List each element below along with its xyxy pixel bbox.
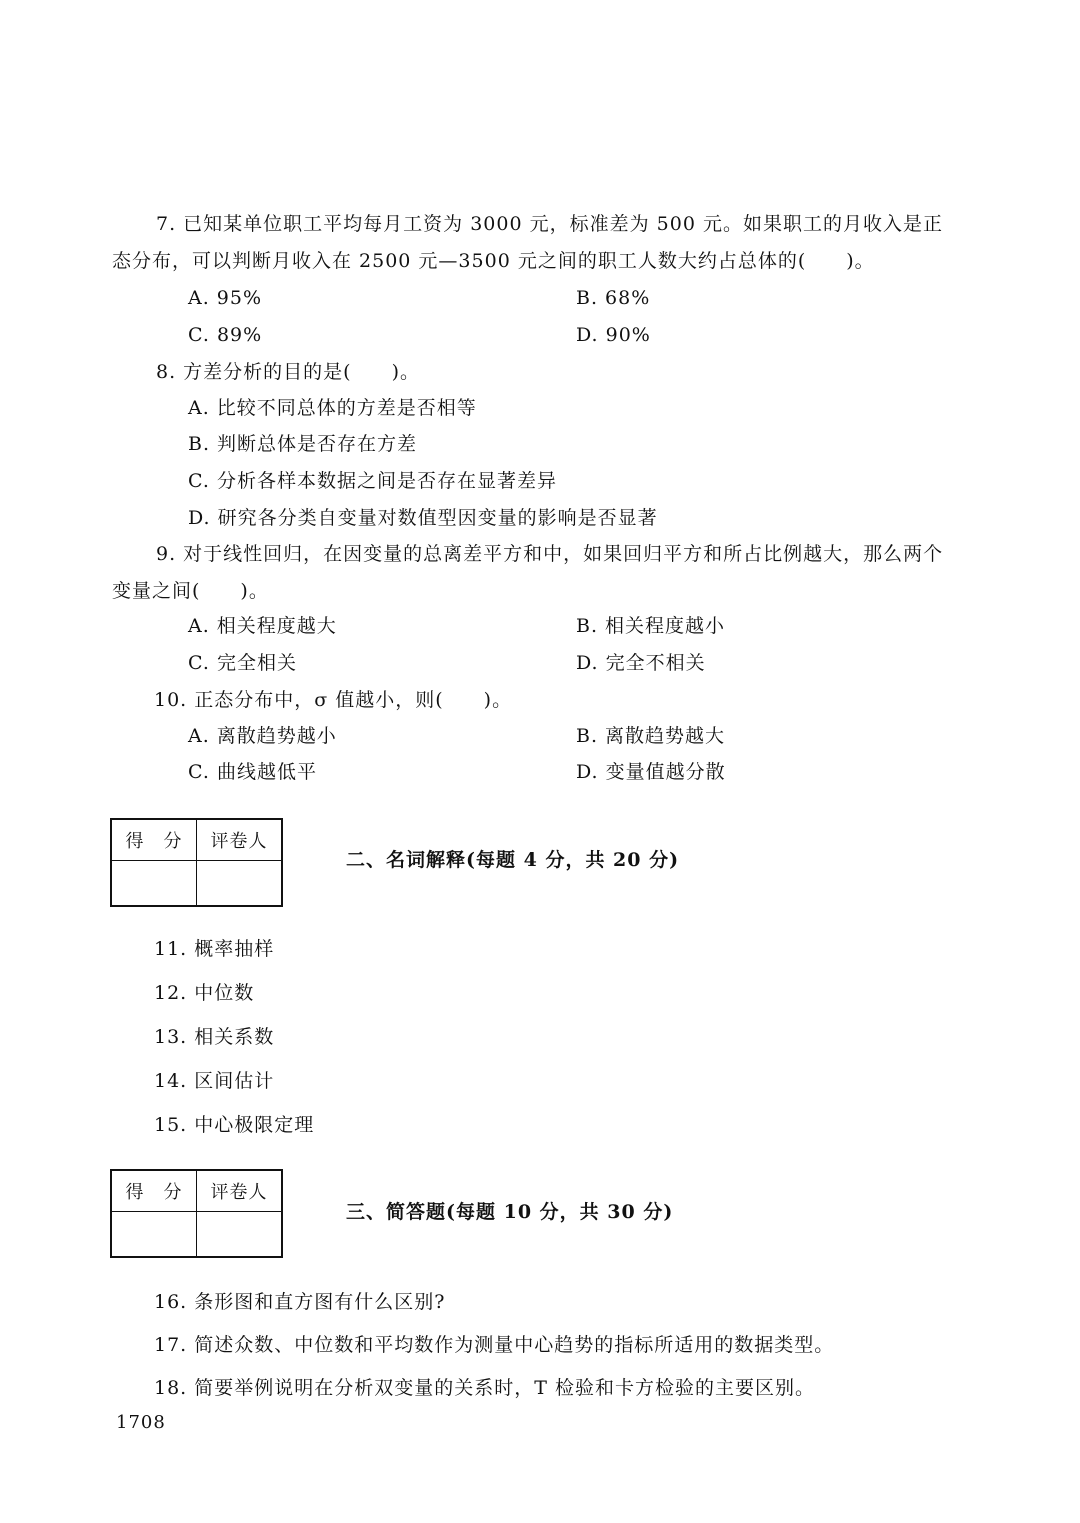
short-answer-item: 18. 简要举例说明在分析双变量的关系时，T 检验和卡方检验的主要区别。 <box>154 1377 815 1399</box>
question-7-option-b: B. 68% <box>576 287 651 309</box>
question-8-option-b: B. 判断总体是否存在方差 <box>188 433 418 455</box>
score-entry-cell[interactable] <box>111 1212 197 1258</box>
score-label: 得 分 <box>111 1170 197 1212</box>
term-item: 15. 中心极限定理 <box>154 1114 315 1136</box>
question-7-option-d: D. 90% <box>576 324 651 346</box>
question-10-option-d: D. 变量值越分散 <box>576 761 726 783</box>
grader-label: 评卷人 <box>197 819 283 861</box>
section-3-title: 三、简答题(每题 10 分，共 30 分) <box>346 1201 674 1223</box>
short-answer-item: 17. 简述众数、中位数和平均数作为测量中心趋势的指标所适用的数据类型。 <box>154 1334 835 1356</box>
question-10-option-c: C. 曲线越低平 <box>188 761 317 783</box>
question-8-option-d: D. 研究各分类自变量对数值型因变量的影响是否显著 <box>188 507 658 529</box>
question-7-line-2: 态分布，可以判断月收入在 2500 元—3500 元之间的职工人数大约占总体的( )。 <box>112 250 875 272</box>
grader-entry-cell[interactable] <box>197 861 283 907</box>
score-grader-box <box>110 1169 283 1258</box>
score-grader-box <box>110 818 283 907</box>
question-8-stem: 8. 方差分析的目的是( )。 <box>156 361 420 383</box>
score-entry-cell[interactable] <box>111 861 197 907</box>
score-label: 得 分 <box>111 819 197 861</box>
term-item: 11. 概率抽样 <box>154 938 275 960</box>
question-10-option-a: A. 离散趋势越小 <box>188 725 337 747</box>
question-10-option-b: B. 离散趋势越大 <box>576 725 726 747</box>
question-9-option-a: A. 相关程度越大 <box>188 615 337 637</box>
question-10-stem: 10. 正态分布中，σ 值越小，则( )。 <box>154 689 513 711</box>
question-9-line-2: 变量之间( )。 <box>112 580 269 602</box>
question-7-option-a: A. 95% <box>188 287 263 309</box>
question-9-option-b: B. 相关程度越小 <box>576 615 726 637</box>
term-item: 13. 相关系数 <box>154 1026 275 1048</box>
question-7-option-c: C. 89% <box>188 324 263 346</box>
grader-entry-cell[interactable] <box>197 1212 283 1258</box>
section-2-title: 二、名词解释(每题 4 分，共 20 分) <box>346 849 680 871</box>
question-9-option-c: C. 完全相关 <box>188 652 297 674</box>
question-7-line-1: 7. 已知某单位职工平均每月工资为 3000 元，标准差为 500 元。如果职工的月收入是正 <box>156 213 943 235</box>
question-9-option-d: D. 完全不相关 <box>576 652 706 674</box>
term-item: 14. 区间估计 <box>154 1070 275 1092</box>
question-8-option-a: A. 比较不同总体的方差是否相等 <box>188 397 477 419</box>
short-answer-item: 16. 条形图和直方图有什么区别? <box>154 1291 446 1313</box>
question-9-line-1: 9. 对于线性回归，在因变量的总离差平方和中，如果回归平方和所占比例越大，那么两个 <box>156 543 944 565</box>
page-code: 1708 <box>116 1412 166 1433</box>
question-8-option-c: C. 分析各样本数据之间是否存在显著差异 <box>188 470 557 492</box>
term-item: 12. 中位数 <box>154 982 255 1004</box>
grader-label: 评卷人 <box>197 1170 283 1212</box>
